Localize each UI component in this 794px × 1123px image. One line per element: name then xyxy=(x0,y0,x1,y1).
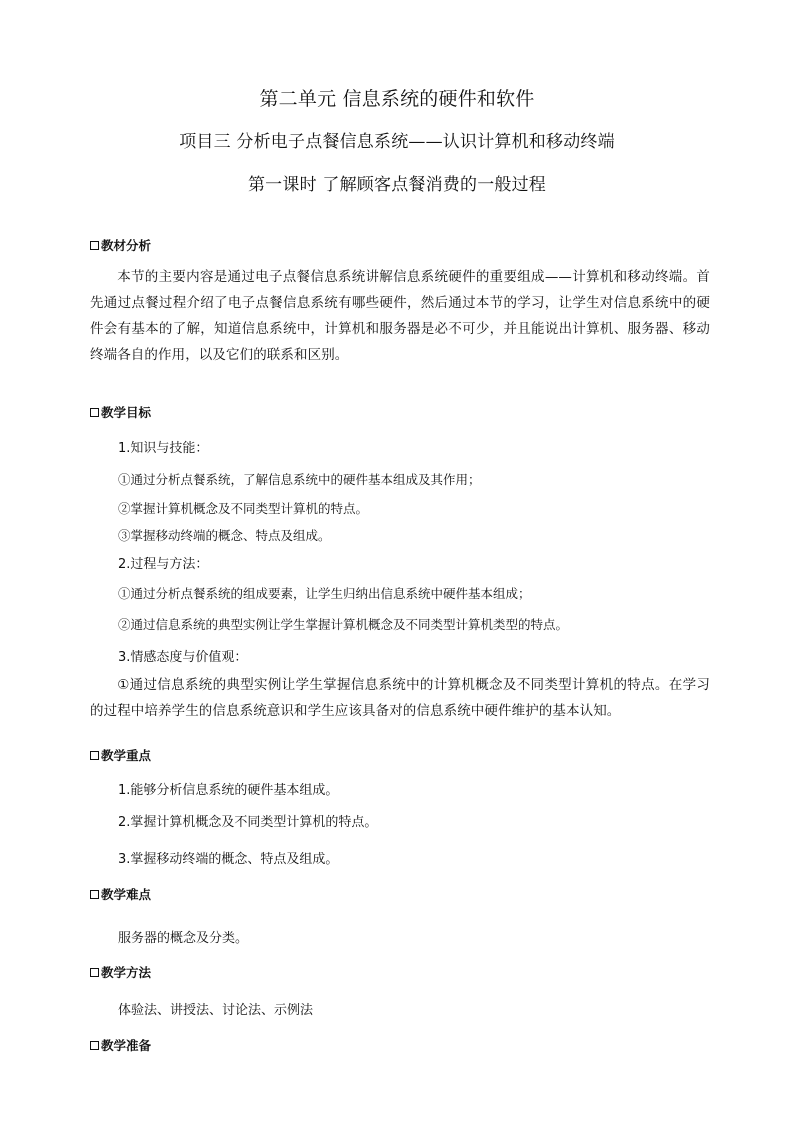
objective-knowledge-item: ③掌握移动终端的概念、特点及组成。 xyxy=(118,528,331,543)
section-heading-preparation xyxy=(90,1036,151,1054)
checkbox-bullet-icon xyxy=(90,751,99,760)
key-point-item: 2.掌握计算机概念及不同类型计算机的特点。 xyxy=(118,815,378,830)
section-heading-label: 教学准备 xyxy=(101,1038,152,1053)
section-heading-methods xyxy=(90,963,151,981)
difficulties-text: 服务器的概念及分类。 xyxy=(118,931,249,946)
checkbox-bullet-icon xyxy=(90,408,99,417)
checkbox-bullet-icon xyxy=(90,890,99,899)
section-heading-key-points xyxy=(90,746,151,764)
unit-title: 第二单元 信息系统的硬件和软件 xyxy=(259,88,535,110)
section-heading-label: 教学目标 xyxy=(101,405,152,420)
objective-process-title: 2.过程与方法： xyxy=(118,557,209,572)
key-point-item: 1.能够分析信息系统的硬件基本组成。 xyxy=(118,783,339,798)
objective-emotion-title: 3.情感态度与价值观： xyxy=(118,650,248,665)
key-point-item: 3.掌握移动终端的概念、特点及组成。 xyxy=(118,852,339,867)
objective-emotion-text: ①通过信息系统的典型实例让学生掌握信息系统中的计算机概念及不同类型计算机的特点。在学习的过程中培养学生的信息系统意识和学生应该具备对的信息系统中硬件维护的基本认知。 xyxy=(90,677,710,719)
objective-process-item: ①通过分析点餐系统的组成要素，让学生归纳出信息系统中硬件基本组成； xyxy=(118,586,531,601)
section-heading-textbook-analysis xyxy=(90,236,151,254)
objective-knowledge-item: ①通过分析点餐系统，了解信息系统中的硬件基本组成及其作用； xyxy=(118,472,481,487)
checkbox-bullet-icon xyxy=(90,241,99,250)
lesson-title: 第一课时 了解顾客点餐消费的一般过程 xyxy=(247,175,546,195)
section-heading-label: 教学重点 xyxy=(101,748,152,763)
section-heading-difficulties xyxy=(90,885,151,903)
textbook-analysis-paragraph xyxy=(90,264,710,368)
project-title: 项目三 分析电子点餐信息系统——认识计算机和移动终端 xyxy=(179,132,615,152)
objective-emotion-paragraph xyxy=(90,672,710,724)
checkbox-bullet-icon xyxy=(90,968,99,977)
section-heading-label: 教材分析 xyxy=(101,238,152,253)
objective-knowledge-item: ②掌握计算机概念及不同类型计算机的特点。 xyxy=(118,501,369,516)
section-heading-label: 教学方法 xyxy=(101,965,152,980)
section-heading-objectives xyxy=(90,403,151,421)
checkbox-bullet-icon xyxy=(90,1041,99,1050)
methods-text: 体验法、讲授法、讨论法、示例法 xyxy=(118,1003,314,1018)
textbook-analysis-text: 本节的主要内容是通过电子点餐信息系统讲解信息系统硬件的重要组成——计算机和移动终端。首先通过点餐过程介绍了电子点餐信息系统有哪些硬件，然后通过本节的学习，让学生对信息系统中的硬件会有基本的了解，知道信息系统中，计算机和服务器是必不可少，并且能说出计算机、服务器、移动终端各自的作用，以及它们的联系和区别。 xyxy=(90,269,710,363)
objective-process-item: ②通过信息系统的典型实例让学生掌握计算机概念及不同类型计算机类型的特点。 xyxy=(118,617,569,632)
section-heading-label: 教学难点 xyxy=(101,887,152,902)
objective-knowledge-title: 1.知识与技能： xyxy=(118,441,209,456)
